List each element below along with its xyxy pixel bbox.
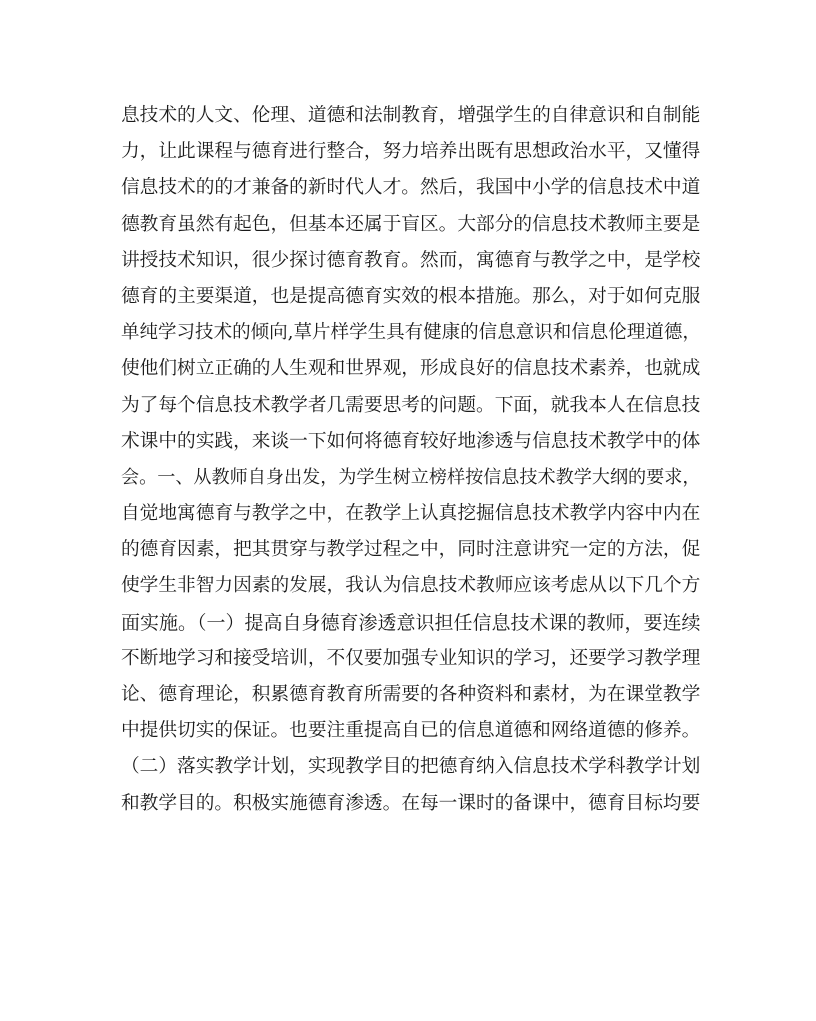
text-line: 息技术的人文、伦理、道德和法制教育，增强学生的自律意识和自制能 — [121, 105, 701, 126]
text-line: 和教学目的。积极实施德育渗透。在每一课时的备课中，德育目标均要 — [121, 792, 701, 814]
text-line: 使他们树立正确的人生观和世界观，形成良好的信息技术素养，也就成 — [121, 358, 701, 380]
text-line: 不断地学习和接受培训，不仅要加强专业知识的学习，还要学习教学理 — [121, 647, 701, 669]
body-text — [121, 98, 701, 822]
text-line: 单纯学习技术的倾向,䓍片样学生具有健康的信息意识和信息伦理道德， — [121, 322, 701, 344]
text-line: 力，让此课程与德育进行整合，努力培养出既有思想政治水平，又懂得 — [121, 141, 701, 163]
text-line: 信息技术的的才兼备的新时代人才。然后，我国中小学的信息技术中道 — [121, 177, 701, 199]
text-line: 为了每个信息技术教学者几需要思考的问题。下面，就我本人在信息技 — [121, 394, 701, 416]
text-line: 会。一、从教师自身出发，为学生树立榜样按信息技术教学大纲的要求， — [121, 466, 701, 488]
text-line: 德育的主要渠道，也是提高德育实效的根本措施。那么，对于如何克服 — [121, 285, 701, 307]
text-line: 自觉地寓德育与教学之中，在教学上认真挖掘信息技术教学内容中内在 — [121, 503, 701, 525]
text-line: 使学生非智力因素的发展，我认为信息技术教师应该考虑从以下几个方 — [121, 575, 701, 597]
text-line: 术课中的实践，来谈一下如何将德育较好地渗透与信息技术教学中的体 — [121, 430, 701, 452]
text-line: 面实施。（一）提高自身德育渗透意识担任信息技术课的教师，要连续 — [121, 611, 701, 634]
text-line: 的德育因素，把其贯穿与教学过程之中，同时注意讲究一定的方法，促 — [121, 539, 701, 561]
text-line: （二）落实教学计划，实现教学目的把德育纳入信息技术学科教学计划 — [121, 756, 701, 778]
text-line: 中提供切实的保证。也要注重提高自已的信息道德和网络道德的修养。 — [121, 720, 701, 742]
text-line: 论、德育理论，积累德育教育所需要的各种资料和素材，为在课堂教学 — [121, 684, 701, 705]
text-line: 讲授技术知识，很少探讨德育教育。然而，寓德育与教学之中，是学校 — [121, 249, 701, 271]
text-line: 德教育虽然有起色，但基本还属于盲区。大部分的信息技术教师主要是 — [121, 213, 701, 235]
